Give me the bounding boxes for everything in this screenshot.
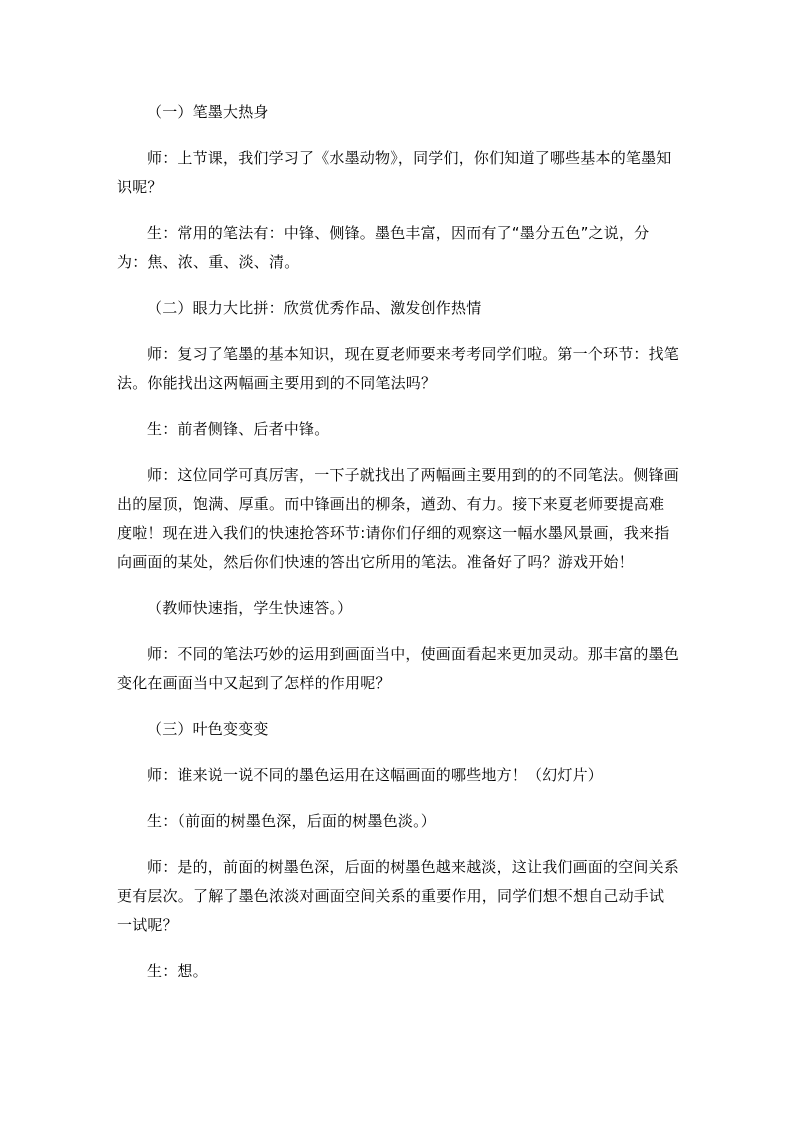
- paragraph-teacher-6: 师：是的，前面的树墨色深，后面的树墨色越来越淡，这让我们画面的空间关系更有层次。了解了墨色浓淡对画面空间关系的重要作用，同学们想不想自己动手试一试呢？: [117, 858, 680, 934]
- paragraph-student-4: 生：想。: [147, 962, 208, 980]
- section-heading-3: （三）叶色变变变: [147, 720, 269, 738]
- paragraph-student-1: 生：常用的笔法有：中锋、侧锋。墨色丰富，因而有了“墨分五色”之说，分为：焦、浓、重、淡、清。: [117, 224, 650, 271]
- section-heading-2: （二）眼力大比拼：欣赏优秀作品、激发创作热情: [147, 299, 482, 317]
- paragraph-teacher-3: 师：这位同学可真厉害，一下子就找出了两幅画主要用到的的不同笔法。侧锋画出的屋顶，饱满、厚重。而中锋画出的柳条，遒劲、有力。接下来夏老师要提高难度啦！现在进入我们的快速抢答环节:请你们仔细的观察这一幅水墨风景画，我来指向画面的某处，然后你们快速的答出它所用的笔法。准备好了吗？游戏开始！: [117, 466, 680, 571]
- paragraph-note: （教师快速指，学生快速答。）: [147, 599, 353, 617]
- paragraph-teacher-5: 师：谁来说一说不同的墨色运用在这幅画面的哪些地方！（幻灯片）: [147, 766, 604, 784]
- section-heading-1: （一）笔墨大热身: [147, 103, 269, 121]
- paragraph-student-2: 生：前者侧锋、后者中锋。: [147, 420, 330, 438]
- paragraph-teacher-4: 师：不同的笔法巧妙的运用到画面当中，使画面看起来更加灵动。那丰富的墨色变化在画面当中又起到了怎样的作用呢？: [117, 645, 680, 692]
- document-body: [117, 98, 679, 1003]
- paragraph-student-3: 生：（前面的树墨色深，后面的树墨色淡。）: [147, 812, 437, 830]
- paragraph-teacher-1: 师：上节课，我们学习了《水墨动物》，同学们，你们知道了哪些基本的笔墨知识呢？: [117, 149, 672, 196]
- paragraph-teacher-2: 师：复习了笔墨的基本知识，现在夏老师要来考考同学们啦。第一个环节：找笔法。你能找出这两幅画主要用到的不同笔法吗？: [117, 345, 680, 392]
